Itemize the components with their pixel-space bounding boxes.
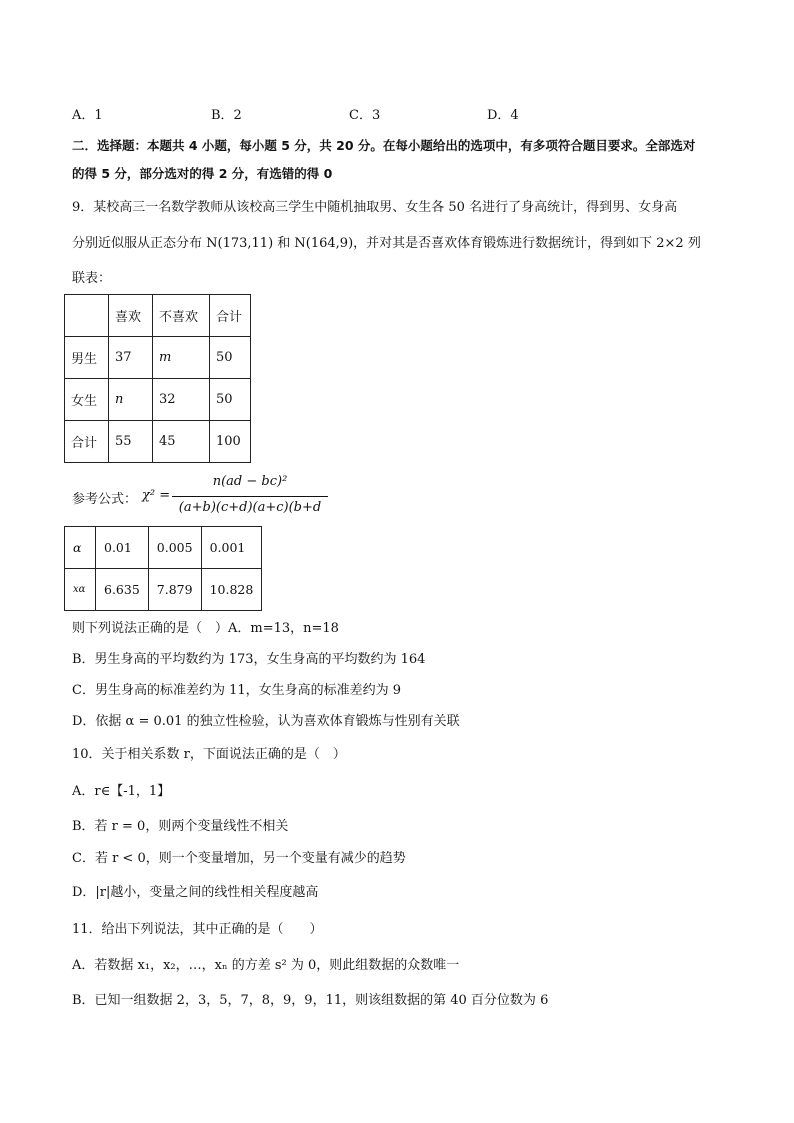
table-cell xyxy=(65,295,109,337)
q10-option-d: D．|r|越小，变量之间的线性相关程度越高 xyxy=(72,885,319,900)
table-row xyxy=(65,295,251,337)
table-cell: 喜欢 xyxy=(109,295,153,337)
q9-option-c: C．男生身高的标准差约为 11，女生身高的标准差约为 9 xyxy=(72,683,402,698)
q10-option-c: C．若 r < 0，则一个变量增加，另一个变量有减少的趋势 xyxy=(72,851,406,866)
table-cell: 0.005 xyxy=(148,527,201,569)
q9-stem-line1: 9．某校高三一名数学教师从该校高三学生中随机抽取男、女生各 50 名进行了身高统计，得到男、女身高 xyxy=(72,200,678,215)
table-row xyxy=(65,379,251,421)
table-cell: 女生 xyxy=(65,379,109,421)
q9-question: 则下列说法正确的是（ ）A．m=13，n=18 xyxy=(72,621,339,636)
table-cell: m xyxy=(153,337,210,379)
table-cell: 45 xyxy=(153,421,210,463)
table-cell: n xyxy=(109,379,153,421)
q9-option-d: D．依据 α = 0.01 的独立性检验，认为喜欢体育锻炼与性别有关联 xyxy=(72,714,460,729)
q11-option-a: A．若数据 x₁，x₂，…，xₙ 的方差 s² 为 0，则此组数据的众数唯一 xyxy=(72,958,460,973)
critical-value-table xyxy=(64,526,262,611)
table-row xyxy=(65,421,251,463)
formula-denominator: (a+b)(c+d)(a+c)(b+d xyxy=(178,500,322,515)
table-cell: 0.01 xyxy=(96,527,149,569)
q11-option-b: B．已知一组数据 2，3，5，7，8，9，9，11，则该组数据的第 40 百分位数为 6 xyxy=(72,993,549,1008)
table-cell: 50 xyxy=(210,337,251,379)
table-cell: 100 xyxy=(210,421,251,463)
q8-options xyxy=(72,104,632,122)
table-cell: α xyxy=(65,527,96,569)
table-row xyxy=(65,569,262,611)
q9-stem-line3: 联表： xyxy=(72,271,112,286)
table-cell: 男生 xyxy=(65,337,109,379)
formula-chi: χ² = xyxy=(142,488,171,503)
option-a: A．1 xyxy=(72,108,103,123)
section-two-heading-cont: 的得 5 分，部分选对的得 2 分，有选错的得 0 xyxy=(72,166,333,181)
table-cell: 55 xyxy=(109,421,153,463)
option-b: B．2 xyxy=(211,108,242,123)
table-cell: 37 xyxy=(109,337,153,379)
q10-option-a: A．r∈【-1，1】 xyxy=(72,784,171,799)
section-two-heading: 二．选择题：本题共 4 小题，每小题 5 分，共 20 分。在每小题给出的选项中，有多项符合题目要求。全部选对 xyxy=(72,138,696,153)
option-d: D．4 xyxy=(487,108,519,123)
table-cell: 不喜欢 xyxy=(153,295,210,337)
q10-stem: 10．关于相关系数 r，下面说法正确的是（ ） xyxy=(72,747,346,762)
table-cell: 50 xyxy=(210,379,251,421)
table-cell: 合计 xyxy=(65,421,109,463)
table-row xyxy=(65,527,262,569)
formula-label: 参考公式： xyxy=(72,492,138,507)
table-cell: 合计 xyxy=(210,295,251,337)
fraction-bar xyxy=(172,496,328,497)
table-cell: 32 xyxy=(153,379,210,421)
table-row xyxy=(65,337,251,379)
q11-stem: 11．给出下列说法，其中正确的是（ ） xyxy=(72,922,323,937)
table-cell: xα xyxy=(65,569,96,611)
formula-numerator: n(ad − bc)² xyxy=(212,474,288,489)
contingency-table xyxy=(64,294,251,463)
q10-option-b: B．若 r = 0，则两个变量线性不相关 xyxy=(72,819,289,834)
option-c: C．3 xyxy=(349,108,381,123)
q9-stem-line2: 分别近似服从正态分布 N(173,11) 和 N(164,9)，并对其是否喜欢体育锻炼进行数据统计，得到如下 2×2 列 xyxy=(72,236,701,251)
table-cell: 7.879 xyxy=(148,569,201,611)
q9-option-b: B．男生身高的平均数约为 173，女生身高的平均数约为 164 xyxy=(72,652,426,667)
table-cell: 10.828 xyxy=(201,569,262,611)
table-cell: 0.001 xyxy=(201,527,262,569)
table-cell: 6.635 xyxy=(96,569,149,611)
